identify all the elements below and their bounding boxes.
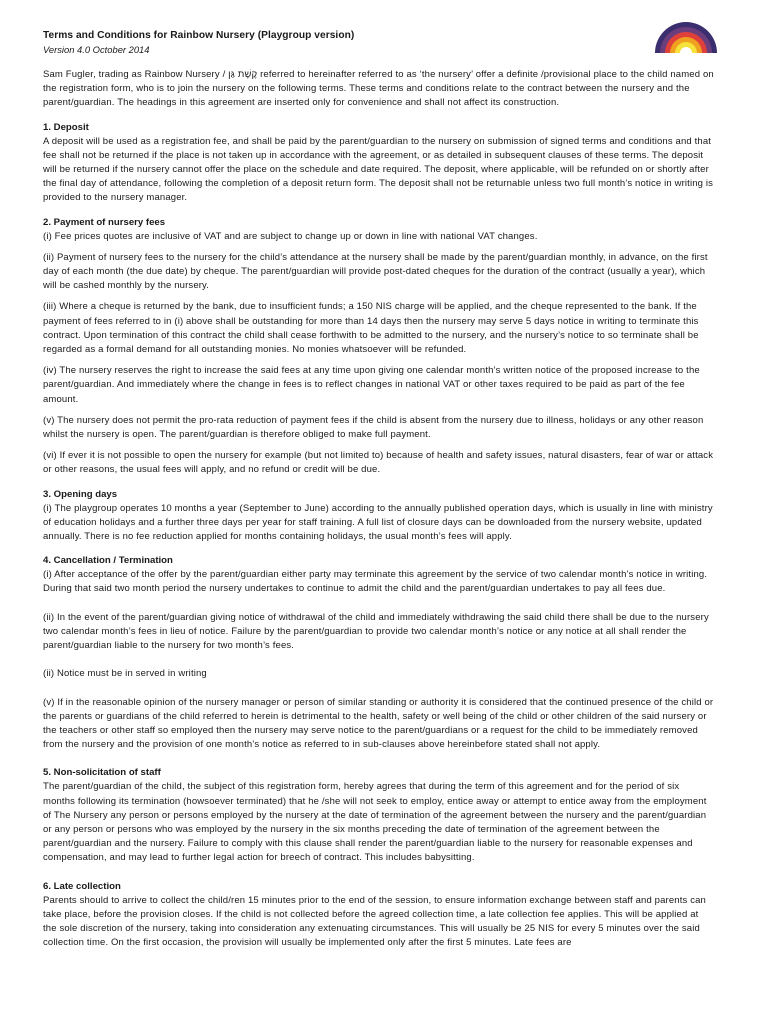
section-cancellation — [43, 554, 714, 752]
paragraph: (ii) In the event of the parent/guardian giving notice of withdrawal of the child and immediately withdrawing the said child there shall be due to the nursery two calendar month’s fees in lieu of notice. Failure by the parent/guardian to provide two calendar month’s notice or any notice at all shall render the parent/guardian liable to the nursery for two month’s fees. — [43, 611, 709, 652]
paragraph: (iv) The nursery reserves the right to increase the said fees at any time upon giving one calendar month’s written notice of the proposed increase to the parent/guardian. And immediately where the change in fees is to reflect changes in national VAT or other taxes required to be paid as part of the fee amount. — [43, 365, 700, 405]
paragraph: (i) The playgroup operates 10 months a year (September to June) according to the annually published operation days, which is usually in line with ministry of education holidays and a further three days per year for staff training. A full list of closure days can be downloaded from the nursery website, updated annually. There is no fee reduction applied for months containing holidays, the usual month’s fees will apply. — [43, 502, 713, 543]
document-title: Terms and Conditions for Rainbow Nursery (Playgroup version) — [43, 30, 355, 41]
section-heading: 4. Cancellation / Termination — [43, 555, 173, 567]
paragraph: (iii) Where a cheque is returned by the bank, due to insufficient funds; a 150 NIS charge will be applied, and the cheque represented to the bank. If the payment of fees referred to in (i) above shall be outstanding for more than 14 days then the nursery may serve 5 days notice in writing to terminate this contract. Upon termination of this contract the child shall cease forthwith to be admitted to the nursery, and the nursery’s notice to so terminate shall be regarded as a formal demand for all outstanding monies. No monies whatsoever will be refunded. — [43, 301, 699, 356]
section-deposit — [43, 121, 714, 206]
section-heading: 5. Non-solicitation of staff — [43, 767, 161, 779]
section-payment — [43, 216, 714, 478]
paragraph: (vi) If ever it is not possible to open the nursery for example (but not limited to) because of health and safety issues, natural disasters, fear of war or attack or other reasons, the usual fees will apply, and no refund or credit will be due. — [43, 450, 714, 476]
section-heading: 2. Payment of nursery fees — [43, 216, 166, 228]
paragraph: A deposit will be used as a registration fee, and shall be paid by the parent/guardian to the nursery on submission of signed terms and conditions and that fee shall not be returned if the place is not taken up in accordance with the agreement, or as detailed in subsequent clauses of these terms. The deposit will be returned if the nursery cannot offer the place on the schedule and date required. The deposit, where applicable, will be refunded on or shortly after the final day of attendance, following the completion of a deposit return form. The deposit shall not be returnable unless two full month’s notice in writing is provided to the nursery manager. — [43, 135, 714, 204]
intro-paragraph: Sam Fugler, trading as Rainbow Nursery / קֶשֶׁת גַּן referred to hereinafter referred to as ‘the nursery’ offer a definite /provisional place to the child named on the registration form, who is to join the nursery on the following terms. These terms and conditions relate to the contract between the nursery and the parent/guardian. The headings in this agreement are inserted only for convenience and shall not affect its construction. — [43, 69, 714, 109]
paragraph: (ii) Notice must be in served in writing — [43, 668, 207, 680]
document-version: Version 4.0 October 2014 — [43, 44, 150, 55]
paragraph: (v) The nursery does not permit the pro-rata reduction of payment fees if the child is absent from the nursery due to illness, holidays or any other reason whilst the nursery is open. The parent/guardian is therefore obliged to make full payment. — [43, 414, 704, 441]
paragraph: The parent/guardian of the child, the subject of this registration form, hereby agrees that during the term of this agreement and for the period of six months following its termination (howsoever terminated) that he /she will not seek to employ, entice away or attempt to entice away from the employment of The Nursery any person or persons employed by the nursery at the date of termination of the agreement between the nursery and the parent/guardian or any person or persons who was employed by the nursery in the six months preceding the date of termination of the agreement between the parent/guardian and the nursery. Failure to comply with this clause shall render the parent/guardian liable to the nursery for reasonable expenses and compensation, and may lead to further legal action for breech of contract. This includes babysitting. — [43, 781, 707, 864]
paragraph: (ii) Payment of nursery fees to the nursery for the child’s attendance at the nursery shall be made by the parent/guardian monthly, in advance, on the first day of each month (the due date) by cheque. The parent/guardian will provide post-dated cheques for the duration of the contract (usually a year), which will be cashed monthly by the nursery. — [43, 251, 708, 292]
section-non-solicitation — [43, 766, 714, 865]
section-heading: 3. Opening days — [43, 488, 118, 500]
paragraph: (i) After acceptance of the offer by the parent/guardian either party may terminate this agreement by the service of two calendar month’s notice in writing. During that said two month period the nursery undertakes to continue to admit the child and the parent/guardian undertakes to pay all fees due. — [43, 569, 708, 595]
section-heading: 6. Late collection — [43, 880, 121, 892]
rainbow-logo-icon — [652, 20, 720, 53]
section-heading: 1. Deposit — [43, 121, 89, 133]
paragraph: Parents should to arrive to collect the child/ren 15 minutes prior to the end of the session, to ensure information exchange between staff and parents can take place, before the provision closes. If the child is not collected before the agreed collection time, a late collection fee applies. This will be applied at the sole discretion of the nursery, taking into consideration any extenuating circumstances. This will usually be 25 NIS for every 5 minutes over the said collection time. On the first occasion, the provision will usually be implemented only after the first 5 minutes. Late fees are — [43, 894, 706, 949]
section-late-collection — [43, 880, 714, 951]
paragraph: (i) Fee prices quotes are inclusive of VAT and are subject to change up or down in line with national VAT changes. — [43, 230, 538, 242]
section-opening-days — [43, 488, 714, 545]
paragraph: (v) If in the reasonable opinion of the nursery manager or person of similar standing or authority it is considered that the continued presence of the child or the parents or guardians of the child referred to herein is detrimental to the health, safety or well being of the child or other children of the said nursery or the teachers or other staff so employed then the nursery may serve notice to the parent/guardians or a request for the child to be immediately removed from the nursery and the provision of one month’s notice as referred to in sub-clauses above hereinbefore stated shall not apply. — [43, 696, 714, 751]
